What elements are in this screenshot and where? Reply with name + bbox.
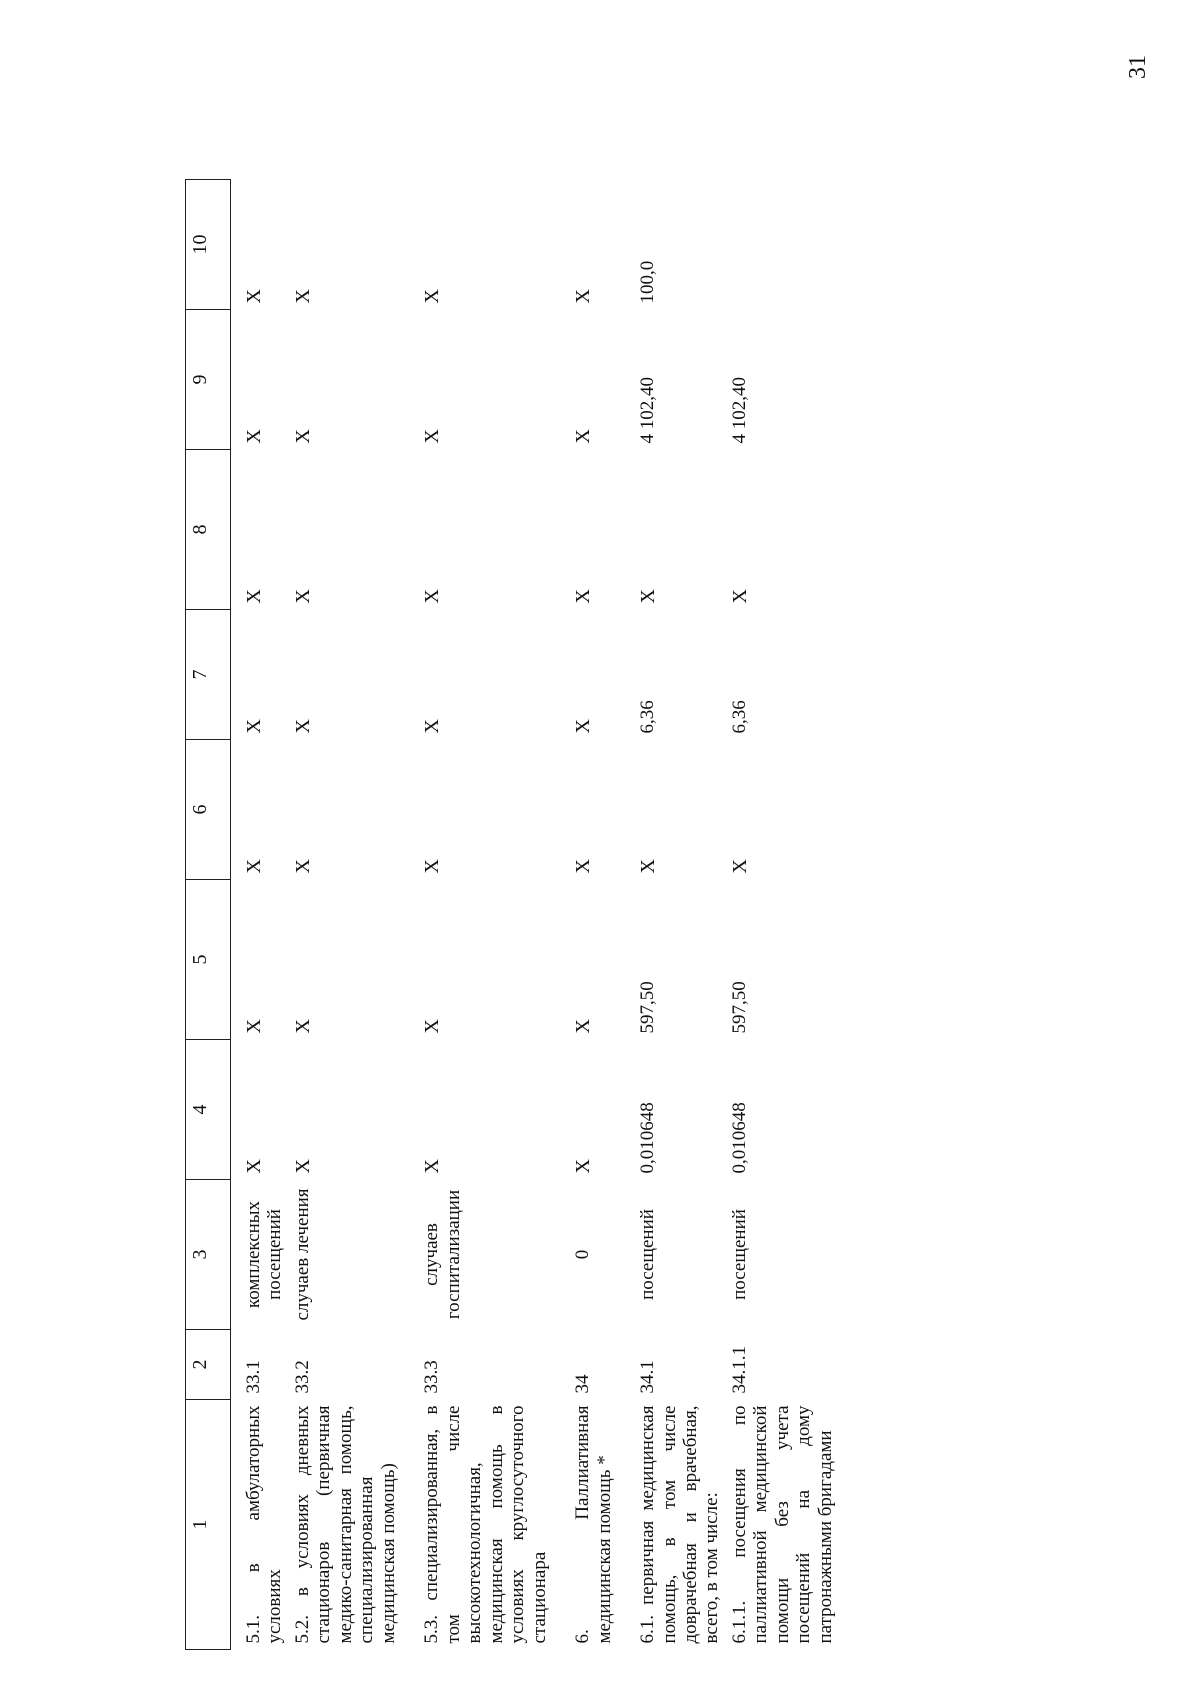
cell-col7: 6,36: [728, 700, 750, 734]
rotated-table-area: [185, 180, 1025, 1650]
cell-col4: Х: [243, 1159, 265, 1174]
row-code: 34: [572, 1374, 594, 1394]
col-header-6: 6: [186, 740, 231, 880]
row-unit: посещений: [728, 1209, 750, 1300]
row-code: 33.2: [291, 1360, 313, 1394]
table-row: [569, 180, 618, 1650]
cell-col6: Х: [572, 859, 595, 874]
table-row: [634, 180, 726, 1650]
col-header-4: 4: [186, 1040, 231, 1180]
cell-col5: Х: [243, 1019, 265, 1034]
cell-col10: Х: [421, 289, 444, 304]
row-code: 34.1: [637, 1360, 659, 1394]
cell-col9: 4 102,40: [637, 377, 659, 444]
col-header-1: 1: [186, 1400, 231, 1650]
row-unit: 0: [572, 1249, 594, 1260]
cell-col4: 0,010648: [728, 1102, 750, 1174]
cell-col10: Х: [291, 289, 314, 304]
cell-col4: Х: [572, 1159, 595, 1174]
cell-col10: [726, 180, 839, 310]
cell-col5: 597,50: [728, 981, 750, 1034]
cell-col8: Х: [572, 589, 595, 604]
col-header-9: 9: [186, 310, 231, 450]
cell-col8: Х: [291, 589, 314, 604]
cell-col6: Х: [637, 859, 660, 874]
row-unit: случаев госпитализации: [421, 1189, 464, 1320]
cell-col4: Х: [291, 1159, 314, 1174]
cell-col6: Х: [243, 859, 265, 874]
cell-col6: Х: [291, 859, 314, 874]
cell-col4: 0,010648: [637, 1102, 659, 1174]
cell-col9: 4 102,40: [728, 377, 750, 444]
cell-col7: Х: [421, 719, 444, 734]
cell-col6: Х: [421, 859, 444, 874]
cell-col5: 597,50: [637, 981, 659, 1034]
row-name: 6. Паллиативная медицинская помощь *: [572, 1405, 615, 1644]
cell-col9: Х: [291, 429, 314, 444]
row-code: 33.1: [243, 1360, 264, 1394]
col-header-8: 8: [186, 450, 231, 610]
cell-col7: Х: [243, 719, 265, 734]
header-row: [186, 180, 231, 1650]
row-name: 5.3. специализированная, в том числе высокотехнологичная, медицинская помощь в условиях круглосуточного стационара: [421, 1405, 550, 1644]
row-unit: комплексных посещений: [243, 1200, 286, 1309]
row-name: 5.1. в амбулаторных условиях: [243, 1405, 286, 1644]
cell-col8: Х: [243, 589, 265, 604]
cell-col8: Х: [728, 589, 751, 604]
cell-col9: Х: [243, 429, 265, 444]
cell-col9: Х: [421, 429, 444, 444]
cell-col8: Х: [421, 589, 444, 604]
col-header-3: 3: [186, 1180, 231, 1330]
table-row: [289, 180, 402, 1650]
cell-col5: Х: [421, 1019, 444, 1034]
cell-col4: Х: [421, 1159, 444, 1174]
cell-col6: Х: [728, 859, 751, 874]
col-header-7: 7: [186, 610, 231, 740]
row-code: 34.1.1: [728, 1346, 750, 1394]
table-row: [418, 180, 553, 1650]
cell-col9: Х: [572, 429, 595, 444]
col-header-5: 5: [186, 880, 231, 1040]
cell-col7: Х: [572, 719, 595, 734]
cell-col8: Х: [637, 589, 660, 604]
data-table: [185, 179, 839, 1650]
cell-col10: Х: [572, 289, 595, 304]
cell-col10: Х: [243, 289, 265, 304]
row-name: 5.2. в условиях дневных стационаров (первичная медико-санитарная помощь, специализированная медицинская помощь): [291, 1405, 399, 1644]
page-number: 31: [1124, 55, 1151, 79]
cell-col5: Х: [291, 1019, 314, 1034]
col-header-10: 10: [186, 180, 231, 310]
row-unit: случаев лечения: [291, 1188, 313, 1321]
cell-col5: Х: [572, 1019, 595, 1034]
cell-col7: 6,36: [637, 700, 659, 734]
row-code: 33.3: [421, 1360, 443, 1394]
table-row: [726, 180, 839, 1650]
cell-col7: Х: [291, 719, 314, 734]
cell-col10: 100,0: [637, 260, 659, 304]
row-unit: посещений: [637, 1209, 659, 1300]
col-header-2: 2: [186, 1330, 231, 1400]
row-name: 6.1.1. посещения по паллиативной медицинской помощи без учета посещений на дому патронажными бригадами: [728, 1405, 836, 1644]
row-name: 6.1. первичная медицинская помощь, в том числе доврачебная и врачебная, всего, в том числе:: [637, 1405, 723, 1644]
table-row: [231, 180, 289, 1650]
